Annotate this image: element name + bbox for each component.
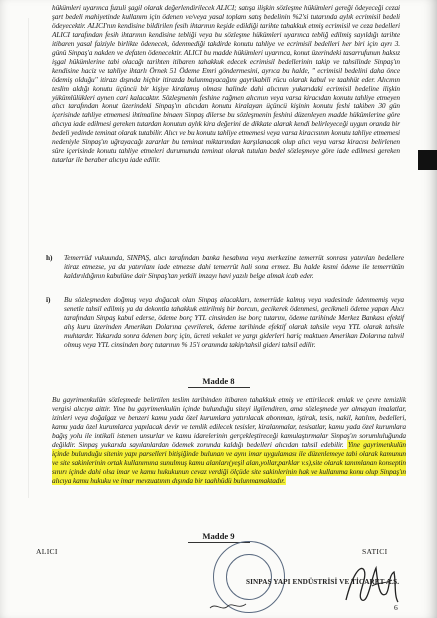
clause-i [46, 295, 404, 350]
seller-label: SATICI [362, 547, 388, 556]
initial-mark-icon [208, 598, 248, 614]
paragraph-continuation: hükümleri uyarınca fuzuli şagil olarak değerlendirilecek ALICI; satışa ilişkin sözleşme hükümleri gereği ödeyeceği cezai şart bedeli mahiyetinde kullanım için ödenen ve/veya yasal toplam satış bedelinin %2'si tutarında aylık ecrimisil bedeli ödeyecektir. ALICI'nın kendisine bildirilen fesih ihtarının keşide edildiği tarihte tahakkuk etmiş ecrimisil ve ceza bedelleri ALICI tarafından fesih ihtarının kendisine tebliği veya bu sözleşme hükümleri uyarınca tebliğ edilmiş sayıldığı tarihte itibaren yasal faiziyle birlikte ödenecek, ödenmediği takdirde konutu tahliye ve ecrimisil bedelleri her biri için ayrı 3. günü Sinpaş'a nakden ve defaten ödenecektir. ALICI bu madde hükümleri uyarınca, konut üzerindeki tasarrufunun haksız işgal hükümlerine tabi olacağı tarihten itibaren tahakkuk edecek ecrimisil bedellerinin takip ve tahsilinde Sinpaş'ın kendisine haciz ve tahliye ihtarlı Örnek 51 Ödeme Emri göndermesini, ayrıca bu halde, " ecrimisil bedelini daha önce ödemiş olduğu" itirazı dışında hiçbir itirazda bulunmayacağını gayrikabili rücu olarak kabul ve taahhüt eder. Alıcının teslim aldığı konutu üçüncü bir kişiye kiralamış olması halinde dahi alıcının yukarıdaki ecrimisil bedeline ilişkin yükümlülükleri aynen cari kalacaktır. Sözleşmenin feshine rağmen alıcının veya varsa kiracıdan konutu tahliye etmeyen alıcı tarafından konut üzerindeki Sinpaş'ın alıcıdan konutu kiralayan üçüncü kişinin konutu feshi takiben 30 gün içerisinde tahliye etmemesi ihtimaline binaen Sinpaş dilerse bu sözleşmenin feshini düzenleyen madde hükümlerine göre alıcıya iade edilmesi gereken tutardan konutun aylık kira değerini de dikkate alarak kendi belirleyeceği uygun oranda bir bedeli yedinde teminat olarak tutabilir. Alıcı ve bu konutu tahliye etmemesi veya varsa kiracısının konutu tahliye etmemesi nedeniyle Sinpaş'ın uğrayacağı zararlar bu teminat miktarından karşılanacak olup alıcı veya varsa kiracısı belirlenen süre içerisinde konutu tahliye etmeleri durumunda teminat olarak tutulan bedel sözleşmeye göre iade edilmesi gereken tutarlar ile beraber alıcıya iade edilir. [52, 3, 400, 165]
signature-icon [342, 556, 402, 608]
buyer-label: ALICI [36, 547, 58, 556]
clause-h [46, 253, 404, 281]
margin-shadow [28, 18, 29, 498]
article-8-text: Bu gayrimenkulün sözleşmede belirtilen teslim tarihinden itibaren tahakkuk etmiş ve ettirilecek emlak ve çevre temizlik vergisi alıcıya aittir. Yine bu gayrimenkulün içinde bulunduğu siteyi ilgilendiren, ama sözleşmede yer almayan imalatlar, izinleri veya doğalgaz ve benzeri kamu yada özel kurumlara yatırılacak abonman, iştirak, tesis, nakil, katılım, bedelleri, kamu yada özel kurumlarca yapılacak devir ve temlik edilecek tesisler, kiralanmalar, tesisatlar, kamu yada özel kurumlara bağış yolu ile intikali istenen unsurlar ve kamu idarelerinin gerçekleştireceği kamulaştırmalar Sinpaş'ın sorumluluğunda değildir. Sinpaş yukarıda sayılanlardan ödemek zorunda kaldığı bedelleri alıcıdan tahsil edebilir. [52, 395, 406, 449]
article-8-underline [188, 387, 250, 388]
clause-h-label: h) [46, 253, 53, 262]
article-8-body [52, 396, 406, 486]
clause-i-label: i) [46, 295, 51, 304]
article-9-heading: Madde 9 [202, 531, 235, 541]
seal-inner-ring [226, 554, 272, 600]
clause-h-text: Temerrüd vukuunda, SINPAŞ, alıcı tarafından banka hesabına veya merkezine temerrüt sonrası yatırılan bedellere itiraz etmezse, ya da yatırılanı iade etmezse dahi temerrüt hali sona ermez. Bu halde kısmi ödeme ile temerrütün kaldırıldığının kabulüne dair Sinpaş'tan yetkili imzayı havi yazılı belge almak icab eder. [64, 253, 404, 280]
clause-i-text: Bu sözleşmeden doğmuş veya doğacak olan Sinpaş alacakları, temerrüde kalmış veya vadesinde ödenmemiş veya senetle tahsil edilmiş ya da dekontla tahakkuk ettirilmiş bir borcun, gecikerek ödenmesi, gecikmeli ödeme yapan Alıcı tarafından Sinpaş kabul ederse, ödeme borç YTL cinsinden ise borç tutarını, ödeme tarihinde Merkez Bankası efektif alış kuru üzerinden Amerikan Dolarına çevrilerek, ödeme tarihinde efektif olarak tahsile veya YTL olarak tahsile muhtardır. Yukarıda sonra ödenen borç için, ücreti vekalet ve yargı giderleri hariç maktuen Amerikan Dolarına tahvil olmuş veya YTL cinsinden borç tutarının % 15'i oranında takip/tahsil gideri tahsil edilir. [64, 295, 404, 349]
article-8-highlighted-text: Yine gayrimenkulün içinde bulunduğu sitenin yapı parselleri bitişiğinde bulunan ve aynı imar uygulaması ile düzenlemeye tabi olarak kamunun ve site sakinlerinin ortak kullanımına sunulmuş kamu alanları(yeşil alan,yollar,parklar v.s),site olarak tanımlanan konseptin sınırı içinde dahi olsa imar ve kamu hukukunun cevaz verdiği ölçüde site sakinlerinin hak ve kullanıma konu olup Sinpaş'ın alıcıya kamu hukuku ve imar mevzuatının dışında bir taahhüdü bulunmamaktadır. [52, 439, 406, 485]
scan-edge-mark [418, 150, 437, 170]
article-8-heading: Madde 8 [202, 376, 235, 386]
page-number: 6 [394, 603, 398, 612]
seal-company-name: SINPAŞ YAPI ENDÜSTRİSİ VE TİCARET A.Ş. [246, 578, 400, 586]
